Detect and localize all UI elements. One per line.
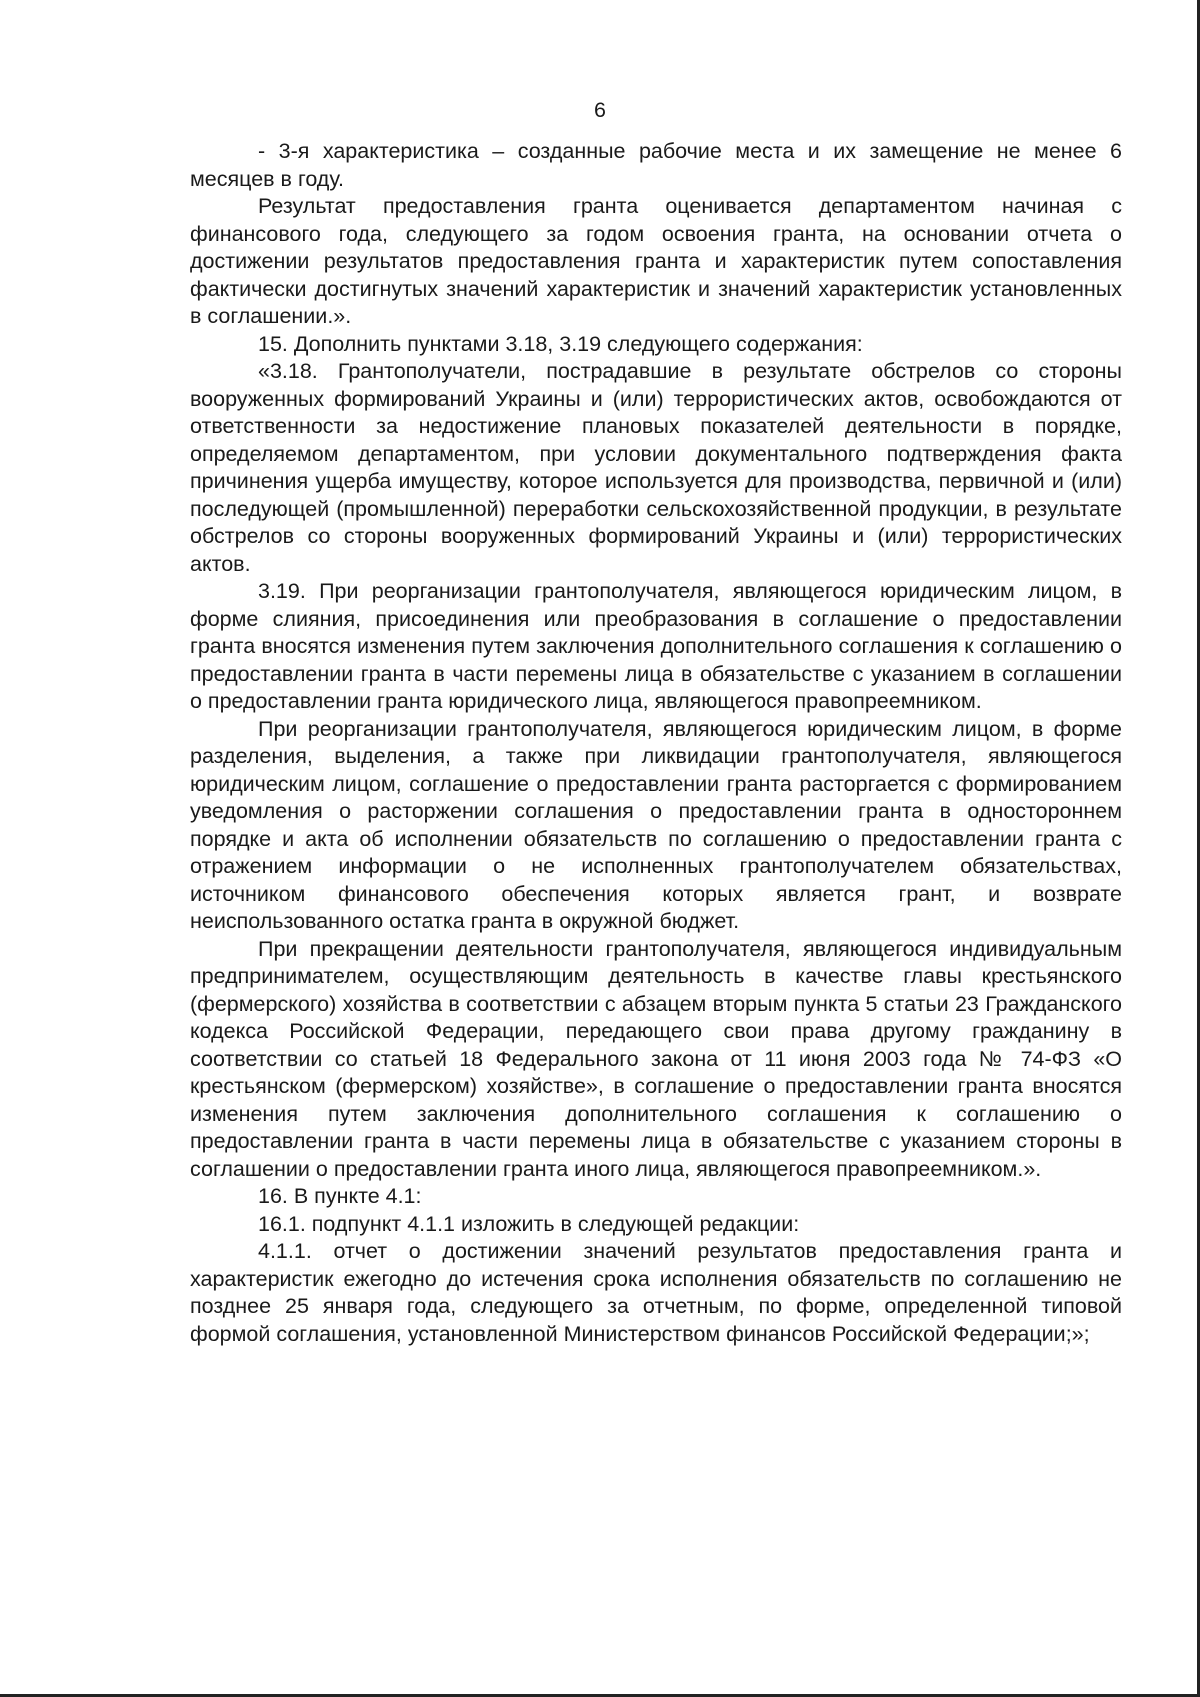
paragraph-termination-farmer: При прекращении деятельности грантополучателя, являющегося индивидуальным предпринимателем, осуществляющим деятельность в качестве главы крестьянского (фермерского) хозяйства в соответствии с абзацем вторым пункта 5 статьи 23 Гражданского кодекса Российской Федерации, передающего свои права другому гражданину в соответствии со статьей 18 Федерального закона от 11 июня 2003 года № 74-ФЗ «О крестьянском (фермерском) хозяйстве», в соглашение о предоставлении гранта вносятся изменения путем заключения дополнительного соглашения к соглашению о предоставлении гранта в части перемены лица в обязательстве с указанием стороны в соглашении о предоставлении гранта иного лица, являющегося правопреемником.». (190, 936, 1122, 1181)
paragraph-characteristic-3: - 3-я характеристика – созданные рабочие места и их замещение не менее 6 месяцев в году. (190, 139, 1122, 191)
paragraph-item-16-1: 16.1. подпункт 4.1.1 изложить в следующей редакции: (258, 1211, 800, 1236)
document-body (190, 138, 1122, 1348)
paragraph-item-3-18: «3.18. Грантополучатели, пострадавшие в результате обстрелов со стороны вооруженных формирований Украины и (или) террористических актов, освобождаются от ответственности за недостижение плановых показателей деятельности в порядке, определяемом департаментом, при условии документального подтверждения факта причинения ущерба имуществу, которое используется для производства, первичной и (или) последующей (промышленной) переработки сельскохозяйственной продукции, в результате обстрелов со стороны вооруженных формирований Украины и (или) террористических актов. (190, 359, 1122, 576)
paragraph-item-16: 16. В пункте 4.1: (258, 1184, 422, 1208)
page-number: 6 (594, 98, 606, 122)
paragraph-item-4-1-1: 4.1.1. отчет о достижении значений результатов предоставления гранта и характеристик ежегодно до истечения срока исполнения обязательств по соглашению не позднее 25 января года, следующего за отчетным, по форме, определенной типовой формой соглашения, установленной Министерством финансов Российской Федерации;»; (190, 1239, 1122, 1346)
paragraph-item-15: 15. Дополнить пунктами 3.18, 3.19 следующего содержания: (258, 331, 863, 356)
paragraph-reorganization-division: При реорганизации грантополучателя, являющегося юридическим лицом, в форме разделения, выделения, а также при ликвидации грантополучателя, являющегося юридическим лицом, соглашение о предоставлении гранта расторгается с формированием уведомления о расторжении соглашения о предоставлении гранта в одностороннем порядке и акта об исполнении обязательств по соглашению о предоставлении гранта с отражением информации о не исполненных грантополучателем обязательствах, источником финансового обеспечения которых является грант, и возврате неиспользованного остатка гранта в окружной бюджет. (190, 716, 1122, 933)
paragraph-grant-result-evaluation: Результат предоставления гранта оценивается департаментом начиная с финансового года, следующего за годом освоения гранта, на основании отчета о достижении результатов предоставления гранта и характеристик путем сопоставления фактически достигнутых значений характеристик и значений характеристик установленных в соглашении.». (190, 194, 1122, 328)
paragraph-item-3-19: 3.19. При реорганизации грантополучателя, являющегося юридическим лицом, в форме слияния, присоединения или преобразования в соглашение о предоставлении гранта вносятся изменения путем заключения дополнительного соглашения к соглашению о предоставлении гранта в части перемены лица в обязательстве с указанием в соглашении о предоставлении гранта юридического лица, являющегося правопреемником. (190, 579, 1122, 713)
